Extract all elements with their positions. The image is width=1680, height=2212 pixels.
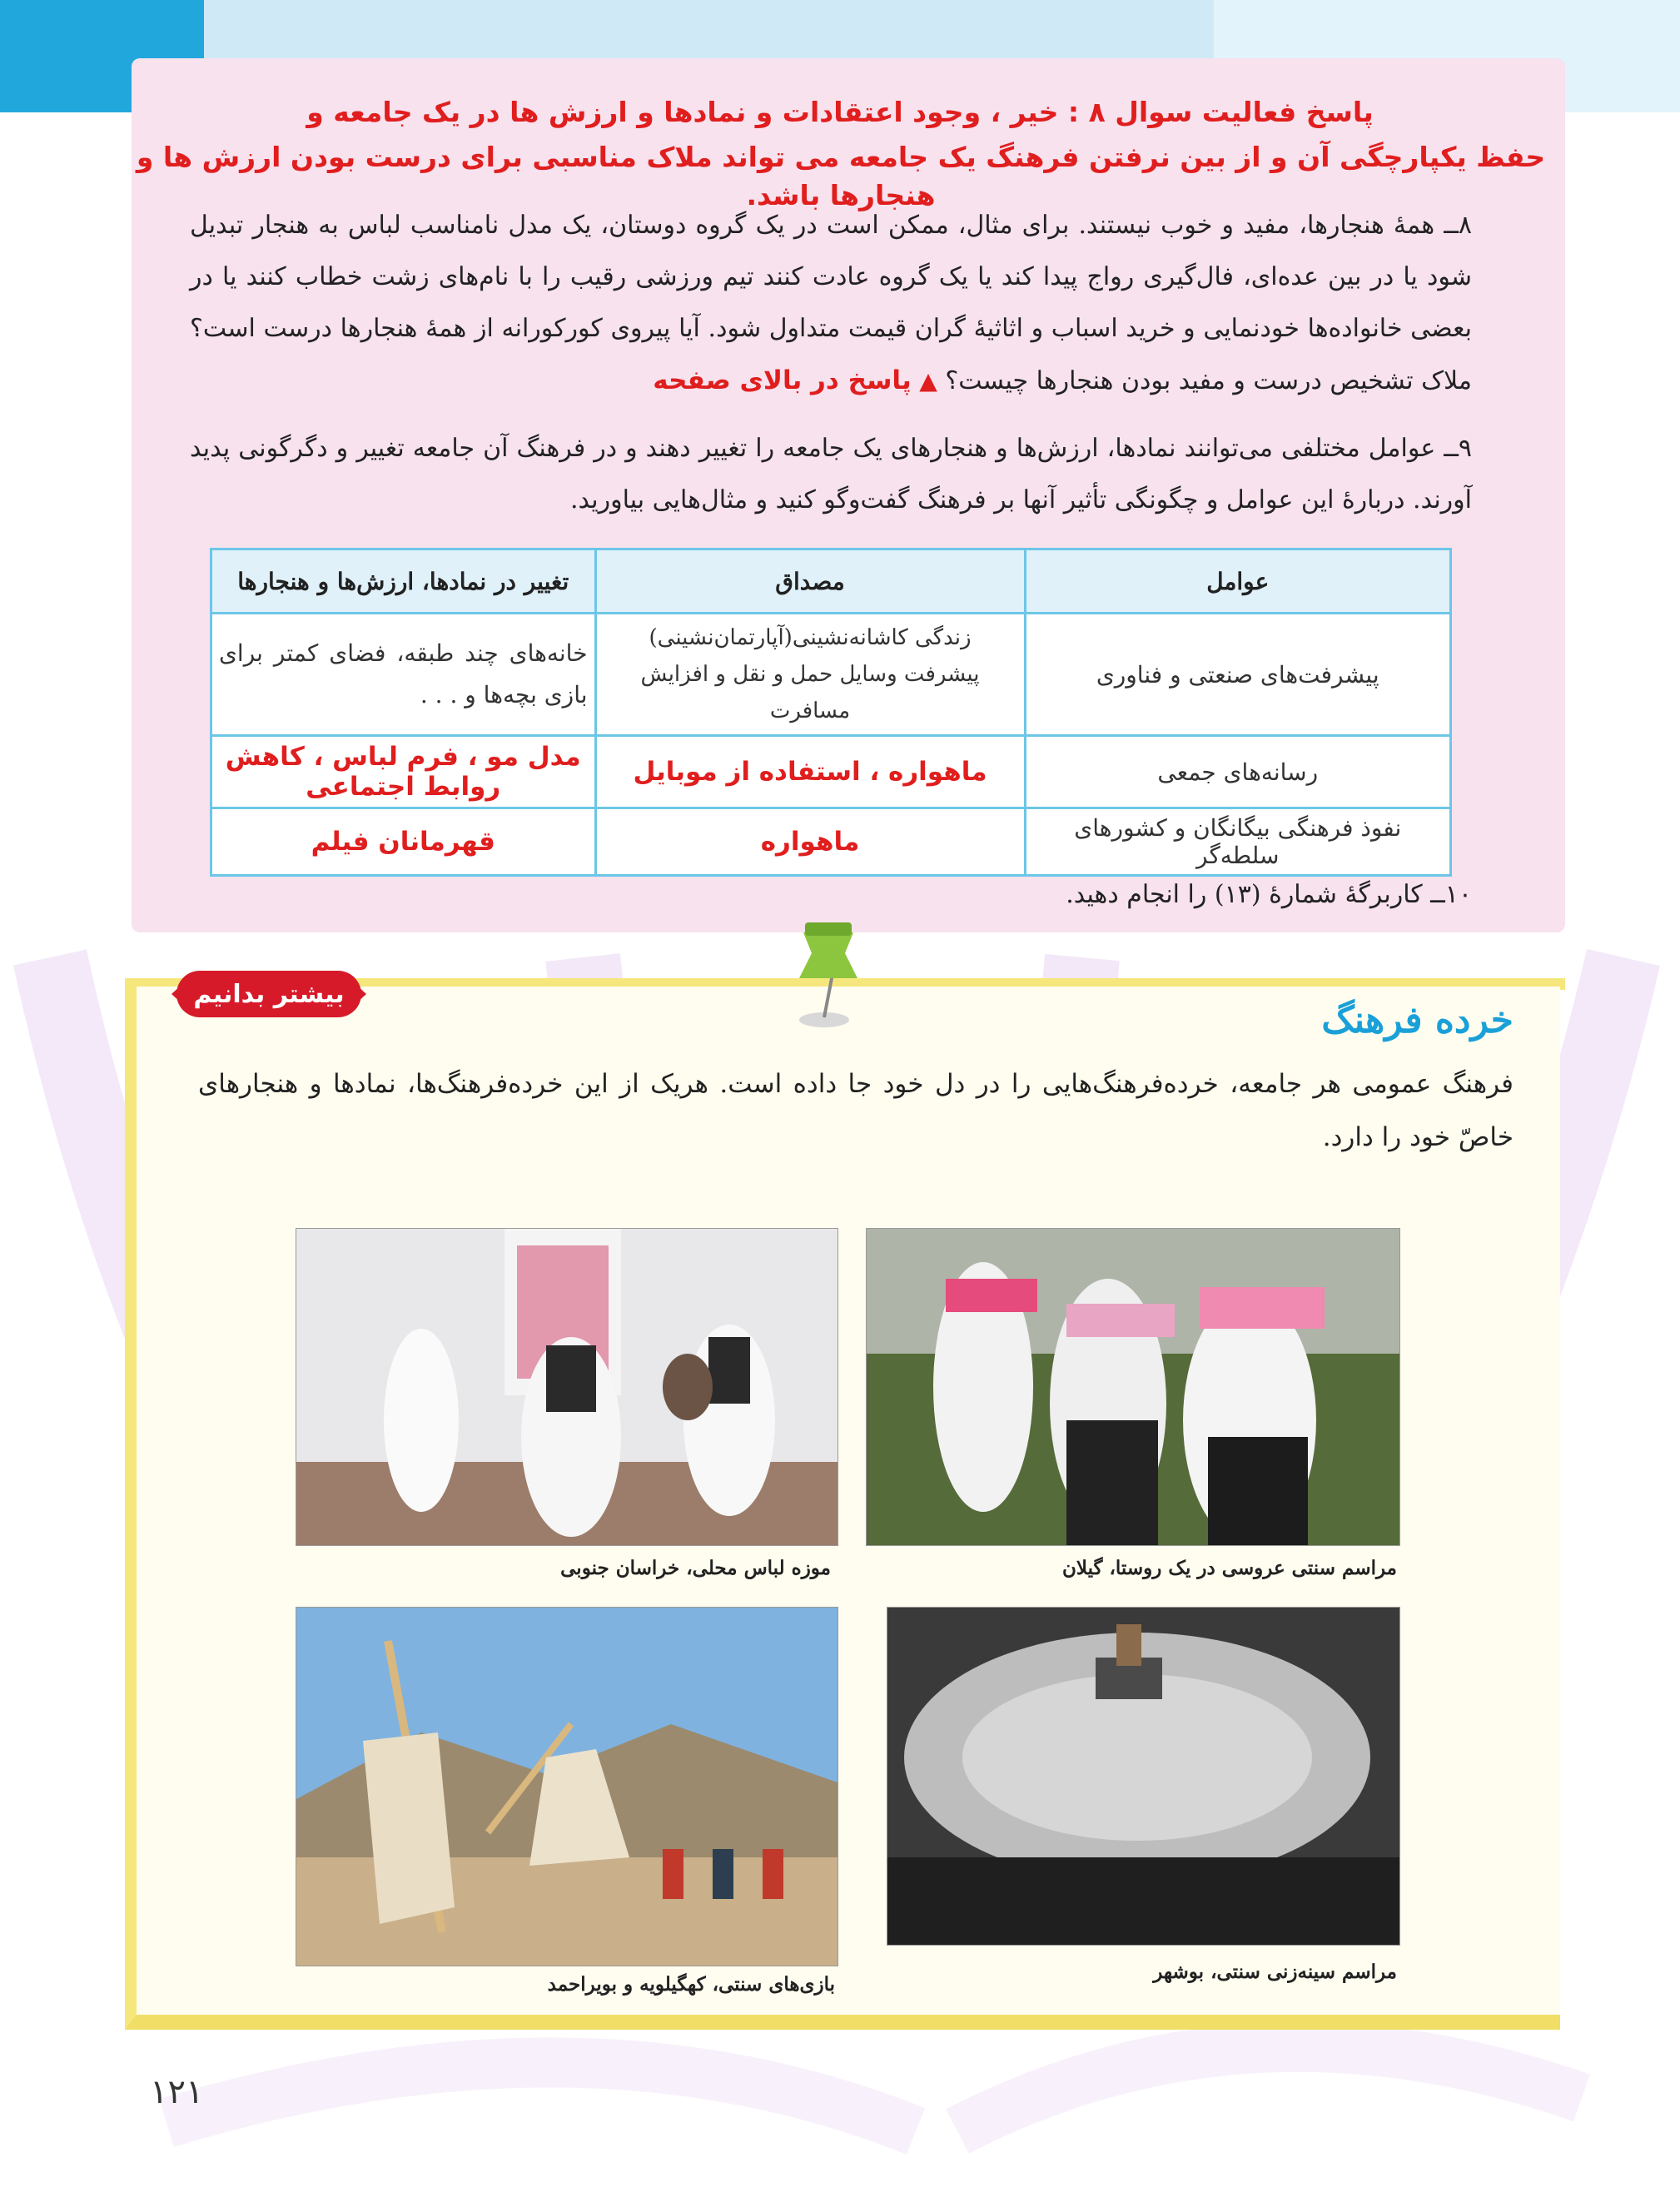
question-10: ۱۰ــ کاربرگهٔ شمارهٔ (۱۳) را انجام دهید. <box>1066 880 1472 909</box>
photo-caption: مراسم سنتی عروسی در یک روستا، گیلان <box>1061 1557 1397 1579</box>
table-cell-example <box>595 614 1025 736</box>
section-body: فرهنگ عمومی هر جامعه، خرده‌فرهنگ‌هایی را در دل خود جا داده است. هریک از این خرده‌فرهنگ‌ها، نمادها و هنجارهای خاصّ خود را دارد. <box>198 1069 1513 1152</box>
pushpin-icon <box>787 916 870 1032</box>
table-cell-example: ماهواره ، استفاده از موبایل <box>595 736 1025 808</box>
photo-khorasan-museum <box>296 1228 838 1546</box>
learn-more-badge: بیشتر بدانیم <box>176 971 361 1017</box>
answer-line-2: حفظ یکپارچگی آن و از بین نرفتن فرهنگ یک جامعه می تواند ملاک مناسبی برای درست بودن ارزش ها و هنجارها باشد. <box>136 141 1546 211</box>
photo-gilan-wedding <box>866 1228 1400 1546</box>
table-row <box>211 736 1451 808</box>
table-cell-factor: پیشرفت‌های صنعتی و فناوری <box>1025 614 1450 736</box>
table-header-row <box>211 549 1451 614</box>
table-header-change: تغییر در نمادها، ارزش‌ها و هنجارها <box>211 549 596 614</box>
example-line-1: زندگی کاشانه‌نشینی(آپارتمان‌نشینی) <box>649 625 972 650</box>
factors-table <box>210 548 1452 877</box>
page-number: ۱۲۱ <box>150 2073 204 2111</box>
photo-caption: مراسم سینه‌زنی سنتی، بوشهر <box>1153 1961 1397 1983</box>
question-9: ۹ــ عوامل مختلفی می‌توانند نمادها، ارزش‌ها و هنجارهای یک جامعه را تغییر دهند و در فرهنگ آن جامعه تغییر و دگرگونی پدید آورند. دربارهٔ این عوامل و چگونگی تأثیر آنها بر فرهنگ گفت‌وگو کنید و مثال‌هایی بیاورید. <box>190 434 1472 514</box>
answer-line-1: پاسخ فعالیت سوال ۸ : خیر ، وجود اعتقادات و نمادها و ارزش ها در یک جامعه و <box>306 96 1374 128</box>
table-cell-example: ماهواره <box>595 808 1025 876</box>
section-title: خرده فرهنگ <box>1321 999 1513 1041</box>
question-8-text: ۸ــ همهٔ هنجارها، مفید و خوب نیستند. برای مثال، ممکن است در یک گروه دوستان، یک مدل نامناسب لباس به هنجار تبدیل شود یا در بین عده‌ای، فال‌گیری رواج پیدا کند یا یک گروه عادت کنند تیم ورزشی رقیب را با نام‌های زشت خطاب کنند یا در بعضی خانواده‌ها خودنمایی و خرید اسباب و اثاثیهٔ گران قیمت متداول شود. آیا پیروی کورکورانه از همهٔ هنجارها درست است؟ ملاک تشخیص درست و مفید بودن هنجارها چیست؟ <box>190 211 1472 395</box>
table-cell-factor: رسانه‌های جمعی <box>1025 736 1450 808</box>
table-header-factors: عوامل <box>1025 549 1450 614</box>
question-8-answer-note: پاسخ در بالای صفحه <box>653 365 912 395</box>
question-8 <box>190 200 1472 407</box>
photo-bushehr-ritual <box>887 1607 1400 1946</box>
table-row <box>211 614 1451 736</box>
photo-caption: موزه لباس محلی، خراسان جنوبی <box>560 1557 831 1579</box>
example-line-2: پیشرفت وسایل حمل و نقل و افزایش مسافرت <box>640 662 980 723</box>
photo-caption: بازی‌های سنتی، کهگیلویه و بویراحمد <box>547 1973 835 1996</box>
table-row <box>211 808 1451 876</box>
warning-triangle-icon: ▲ <box>919 367 937 395</box>
table-cell-change: مدل مو ، فرم لباس ، کاهش روابط اجتماعی <box>211 736 596 808</box>
photo-kohgiluyeh-games <box>296 1607 838 1966</box>
table-cell-change: قهرمانان فیلم <box>211 808 596 876</box>
table-header-example: مصداق <box>595 549 1025 614</box>
table-cell-factor: نفوذ فرهنگی بیگانگان و کشورهای سلطه‌گر <box>1025 808 1450 876</box>
table-cell-change: خانه‌های چند طبقه، فضای کمتر برای بازی بچه‌ها و . . . <box>211 614 596 736</box>
